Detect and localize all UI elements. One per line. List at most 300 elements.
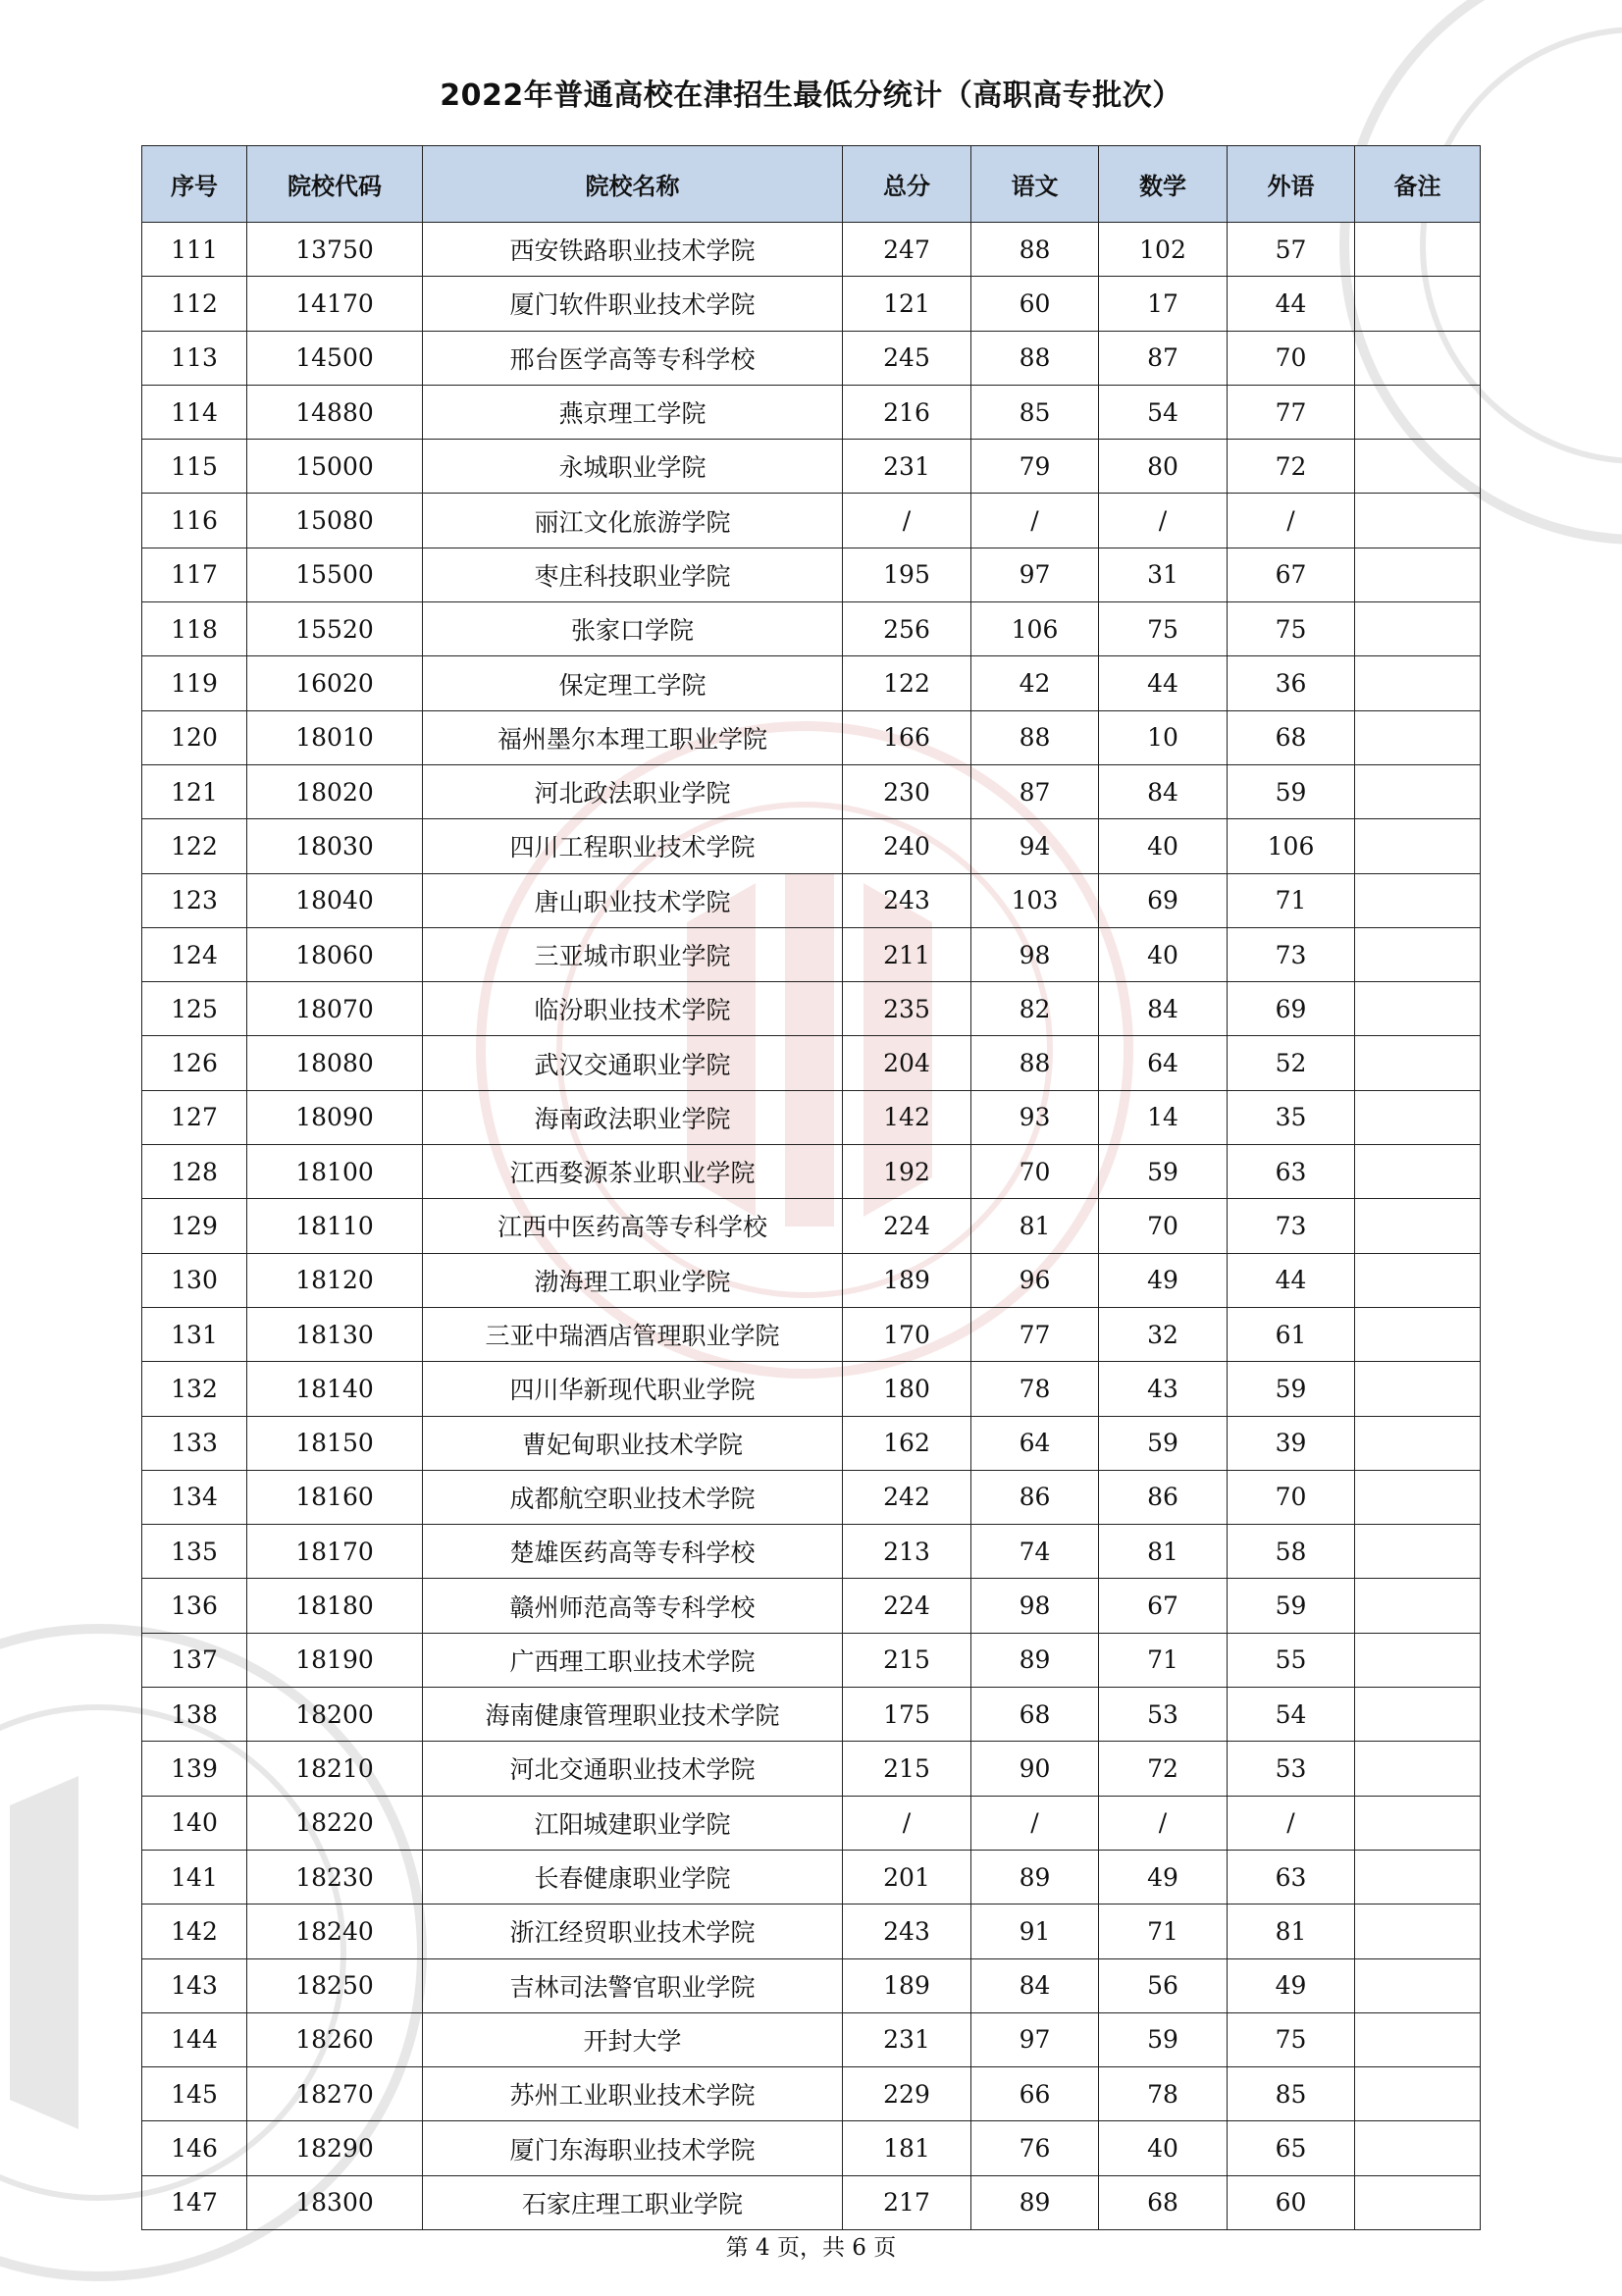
cell-total-score: 242 [843, 1470, 971, 1524]
cell-math-score: 54 [1099, 385, 1228, 439]
cell-foreign-language-score: 61 [1228, 1307, 1355, 1361]
cell-remarks [1355, 656, 1481, 710]
cell-total-score: 175 [843, 1688, 971, 1742]
cell-math-score: 81 [1099, 1525, 1228, 1579]
cell-total-score: 245 [843, 331, 971, 385]
cell-seq-number: 123 [142, 873, 247, 927]
cell-remarks [1355, 385, 1481, 439]
cell-school-code: 13750 [247, 223, 423, 277]
cell-remarks [1355, 223, 1481, 277]
cell-school-name: 河北交通职业技术学院 [423, 1742, 843, 1796]
cell-math-score: 72 [1099, 1742, 1228, 1796]
cell-foreign-language-score: 106 [1228, 819, 1355, 873]
cell-total-score: 142 [843, 1090, 971, 1144]
cell-school-code: 15520 [247, 602, 423, 656]
cell-school-name: 河北政法职业学院 [423, 764, 843, 818]
cell-foreign-language-score: 63 [1228, 1145, 1355, 1199]
cell-chinese-score: 97 [971, 548, 1099, 601]
cell-remarks [1355, 440, 1481, 494]
cell-school-code: 18270 [247, 2067, 423, 2121]
cell-school-name: 石家庄理工职业学院 [423, 2175, 843, 2229]
cell-seq-number: 131 [142, 1307, 247, 1361]
cell-foreign-language-score: 69 [1228, 982, 1355, 1036]
cell-seq-number: 145 [142, 2067, 247, 2121]
cell-total-score: 243 [843, 873, 971, 927]
cell-seq-number: 144 [142, 2012, 247, 2066]
cell-remarks [1355, 982, 1481, 1036]
cell-foreign-language-score: 73 [1228, 927, 1355, 981]
cell-remarks [1355, 819, 1481, 873]
table-row [142, 656, 1481, 710]
cell-seq-number: 118 [142, 602, 247, 656]
cell-math-score: 102 [1099, 223, 1228, 277]
cell-remarks [1355, 1633, 1481, 1687]
cell-math-score: 40 [1099, 927, 1228, 981]
cell-foreign-language-score: 59 [1228, 1362, 1355, 1416]
cell-chinese-score: 86 [971, 1470, 1099, 1524]
cell-math-score: 31 [1099, 548, 1228, 601]
cell-math-score: 84 [1099, 764, 1228, 818]
cell-chinese-score: 103 [971, 873, 1099, 927]
cell-math-score: 64 [1099, 1036, 1228, 1090]
table-row [142, 1796, 1481, 1850]
cell-math-score: 87 [1099, 331, 1228, 385]
cell-math-score: 68 [1099, 2175, 1228, 2229]
cell-school-name: 保定理工学院 [423, 656, 843, 710]
table-row [142, 1850, 1481, 1904]
cell-math-score: 44 [1099, 656, 1228, 710]
cell-foreign-language-score: / [1228, 1796, 1355, 1850]
cell-remarks [1355, 1688, 1481, 1742]
cell-foreign-language-score: 59 [1228, 764, 1355, 818]
cell-school-code: 18040 [247, 873, 423, 927]
cell-remarks [1355, 1416, 1481, 1470]
cell-remarks [1355, 1850, 1481, 1904]
cell-school-code: 18070 [247, 982, 423, 1036]
cell-seq-number: 138 [142, 1688, 247, 1742]
cell-total-score: 229 [843, 2067, 971, 2121]
cell-seq-number: 127 [142, 1090, 247, 1144]
cell-chinese-score: 98 [971, 1579, 1099, 1633]
cell-seq-number: 140 [142, 1796, 247, 1850]
cell-foreign-language-score: 59 [1228, 1579, 1355, 1633]
cell-math-score: 80 [1099, 440, 1228, 494]
cell-school-name: 厦门软件职业技术学院 [423, 277, 843, 331]
cell-chinese-score: 81 [971, 1199, 1099, 1253]
cell-remarks [1355, 602, 1481, 656]
table-row [142, 1958, 1481, 2012]
cell-school-name: 临汾职业技术学院 [423, 982, 843, 1036]
cell-math-score: 56 [1099, 1958, 1228, 2012]
cell-foreign-language-score: 73 [1228, 1199, 1355, 1253]
table-row [142, 2067, 1481, 2121]
cell-school-name: 浙江经贸职业技术学院 [423, 1905, 843, 1958]
cell-remarks [1355, 494, 1481, 548]
cell-school-code: 18190 [247, 1633, 423, 1687]
table-row [142, 1470, 1481, 1524]
table-row [142, 277, 1481, 331]
cell-school-code: 18210 [247, 1742, 423, 1796]
cell-total-score: / [843, 494, 971, 548]
cell-school-code: 18290 [247, 2121, 423, 2175]
cell-school-name: 永城职业学院 [423, 440, 843, 494]
cell-school-name: 丽江文化旅游学院 [423, 494, 843, 548]
cell-chinese-score: 88 [971, 710, 1099, 764]
cell-seq-number: 129 [142, 1199, 247, 1253]
cell-school-code: 16020 [247, 656, 423, 710]
table-row [142, 1253, 1481, 1307]
cell-foreign-language-score: 75 [1228, 602, 1355, 656]
cell-chinese-score: 79 [971, 440, 1099, 494]
cell-total-score: 230 [843, 764, 971, 818]
table-row [142, 223, 1481, 277]
cell-total-score: 122 [843, 656, 971, 710]
cell-chinese-score: 97 [971, 2012, 1099, 2066]
cell-remarks [1355, 1905, 1481, 1958]
column-header-total-score: 总分 [843, 146, 971, 223]
table-row [142, 1199, 1481, 1253]
cell-remarks [1355, 1199, 1481, 1253]
cell-seq-number: 134 [142, 1470, 247, 1524]
cell-school-name: 张家口学院 [423, 602, 843, 656]
cell-school-code: 18180 [247, 1579, 423, 1633]
cell-school-name: 成都航空职业技术学院 [423, 1470, 843, 1524]
column-header-foreign-language-score: 外语 [1228, 146, 1355, 223]
cell-school-name: 四川华新现代职业学院 [423, 1362, 843, 1416]
table-row [142, 1905, 1481, 1958]
cell-foreign-language-score: 44 [1228, 1253, 1355, 1307]
cell-chinese-score: 85 [971, 385, 1099, 439]
cell-school-name: 三亚城市职业学院 [423, 927, 843, 981]
cell-school-name: 渤海理工职业学院 [423, 1253, 843, 1307]
cell-seq-number: 139 [142, 1742, 247, 1796]
cell-chinese-score: 90 [971, 1742, 1099, 1796]
cell-school-code: 15080 [247, 494, 423, 548]
cell-total-score: 247 [843, 223, 971, 277]
table-row [142, 819, 1481, 873]
cell-seq-number: 143 [142, 1958, 247, 2012]
cell-school-code: 18130 [247, 1307, 423, 1361]
cell-foreign-language-score: 52 [1228, 1036, 1355, 1090]
cell-total-score: 231 [843, 440, 971, 494]
cell-remarks [1355, 873, 1481, 927]
cell-seq-number: 114 [142, 385, 247, 439]
cell-school-name: 海南健康管理职业技术学院 [423, 1688, 843, 1742]
cell-school-code: 18020 [247, 764, 423, 818]
table-row [142, 1145, 1481, 1199]
cell-total-score: 211 [843, 927, 971, 981]
cell-remarks [1355, 1470, 1481, 1524]
column-header-school-code: 院校代码 [247, 146, 423, 223]
cell-remarks [1355, 1307, 1481, 1361]
cell-foreign-language-score: 54 [1228, 1688, 1355, 1742]
cell-remarks [1355, 331, 1481, 385]
column-header-remarks: 备注 [1355, 146, 1481, 223]
cell-foreign-language-score: / [1228, 494, 1355, 548]
cell-school-name: 江阳城建职业学院 [423, 1796, 843, 1850]
cell-total-score: / [843, 1796, 971, 1850]
cell-total-score: 243 [843, 1905, 971, 1958]
table-row [142, 873, 1481, 927]
cell-seq-number: 119 [142, 656, 247, 710]
cell-chinese-score: 84 [971, 1958, 1099, 2012]
cell-math-score: / [1099, 1796, 1228, 1850]
cell-school-name: 邢台医学高等专科学校 [423, 331, 843, 385]
column-header-math-score: 数学 [1099, 146, 1228, 223]
cell-remarks [1355, 277, 1481, 331]
cell-math-score: 69 [1099, 873, 1228, 927]
cell-school-code: 18030 [247, 819, 423, 873]
cell-chinese-score: 106 [971, 602, 1099, 656]
cell-total-score: 215 [843, 1633, 971, 1687]
table-header [142, 146, 1481, 223]
cell-school-code: 18250 [247, 1958, 423, 2012]
cell-math-score: 17 [1099, 277, 1228, 331]
cell-school-code: 18010 [247, 710, 423, 764]
cell-math-score: 49 [1099, 1253, 1228, 1307]
cell-chinese-score: 88 [971, 331, 1099, 385]
cell-total-score: 181 [843, 2121, 971, 2175]
cell-total-score: 195 [843, 548, 971, 601]
cell-school-code: 18160 [247, 1470, 423, 1524]
cell-foreign-language-score: 72 [1228, 440, 1355, 494]
cell-math-score: 75 [1099, 602, 1228, 656]
cell-school-name: 江西婺源茶业职业学院 [423, 1145, 843, 1199]
cell-math-score: 59 [1099, 1145, 1228, 1199]
table-row [142, 440, 1481, 494]
table-row [142, 494, 1481, 548]
cell-seq-number: 121 [142, 764, 247, 818]
cell-chinese-score: 96 [971, 1253, 1099, 1307]
cell-remarks [1355, 927, 1481, 981]
cell-seq-number: 132 [142, 1362, 247, 1416]
cell-seq-number: 141 [142, 1850, 247, 1904]
cell-foreign-language-score: 57 [1228, 223, 1355, 277]
cell-school-code: 18080 [247, 1036, 423, 1090]
table-row [142, 764, 1481, 818]
cell-foreign-language-score: 77 [1228, 385, 1355, 439]
cell-remarks [1355, 1362, 1481, 1416]
cell-total-score: 162 [843, 1416, 971, 1470]
cell-seq-number: 117 [142, 548, 247, 601]
cell-chinese-score: 89 [971, 1850, 1099, 1904]
column-header-seq-number: 序号 [142, 146, 247, 223]
table-row [142, 2121, 1481, 2175]
table-row [142, 927, 1481, 981]
cell-total-score: 170 [843, 1307, 971, 1361]
table-row [142, 1416, 1481, 1470]
cell-seq-number: 142 [142, 1905, 247, 1958]
cell-math-score: 49 [1099, 1850, 1228, 1904]
cell-math-score: 78 [1099, 2067, 1228, 2121]
table-row [142, 1362, 1481, 1416]
cell-math-score: 71 [1099, 1633, 1228, 1687]
cell-math-score: 59 [1099, 1416, 1228, 1470]
cell-foreign-language-score: 39 [1228, 1416, 1355, 1470]
header-row [142, 146, 1481, 223]
cell-school-name: 曹妃甸职业技术学院 [423, 1416, 843, 1470]
cell-remarks [1355, 1796, 1481, 1850]
cell-seq-number: 146 [142, 2121, 247, 2175]
table-row [142, 385, 1481, 439]
cell-school-code: 18090 [247, 1090, 423, 1144]
table-row [142, 548, 1481, 601]
cell-foreign-language-score: 60 [1228, 2175, 1355, 2229]
cell-remarks [1355, 1090, 1481, 1144]
table-row [142, 1579, 1481, 1633]
cell-remarks [1355, 1579, 1481, 1633]
cell-total-score: 213 [843, 1525, 971, 1579]
cell-seq-number: 125 [142, 982, 247, 1036]
cell-total-score: 216 [843, 385, 971, 439]
cell-school-code: 18110 [247, 1199, 423, 1253]
cell-remarks [1355, 710, 1481, 764]
cell-school-code: 18120 [247, 1253, 423, 1307]
cell-school-name: 海南政法职业学院 [423, 1090, 843, 1144]
cell-remarks [1355, 1958, 1481, 2012]
cell-school-name: 西安铁路职业技术学院 [423, 223, 843, 277]
cell-math-score: 40 [1099, 2121, 1228, 2175]
page-footer: 第 4 页，共 6 页 [725, 2235, 897, 2261]
cell-math-score: 32 [1099, 1307, 1228, 1361]
cell-seq-number: 124 [142, 927, 247, 981]
cell-total-score: 231 [843, 2012, 971, 2066]
table-row [142, 2175, 1481, 2229]
cell-math-score: 84 [1099, 982, 1228, 1036]
cell-chinese-score: 60 [971, 277, 1099, 331]
cell-total-score: 192 [843, 1145, 971, 1199]
cell-seq-number: 120 [142, 710, 247, 764]
cell-school-name: 四川工程职业技术学院 [423, 819, 843, 873]
cell-chinese-score: 87 [971, 764, 1099, 818]
cell-school-code: 18300 [247, 2175, 423, 2229]
cell-seq-number: 122 [142, 819, 247, 873]
cell-chinese-score: 88 [971, 223, 1099, 277]
cell-foreign-language-score: 49 [1228, 1958, 1355, 2012]
cell-math-score: / [1099, 494, 1228, 548]
cell-foreign-language-score: 65 [1228, 2121, 1355, 2175]
cell-total-score: 201 [843, 1850, 971, 1904]
column-header-chinese-score: 语文 [971, 146, 1099, 223]
cell-school-name: 燕京理工学院 [423, 385, 843, 439]
column-header-school-name: 院校名称 [423, 146, 843, 223]
table-row [142, 1742, 1481, 1796]
cell-foreign-language-score: 85 [1228, 2067, 1355, 2121]
cell-foreign-language-score: 81 [1228, 1905, 1355, 1958]
cell-total-score: 224 [843, 1579, 971, 1633]
cell-chinese-score: 89 [971, 1633, 1099, 1687]
cell-seq-number: 147 [142, 2175, 247, 2229]
cell-foreign-language-score: 55 [1228, 1633, 1355, 1687]
cell-seq-number: 128 [142, 1145, 247, 1199]
cell-foreign-language-score: 75 [1228, 2012, 1355, 2066]
cell-seq-number: 126 [142, 1036, 247, 1090]
cell-remarks [1355, 2175, 1481, 2229]
cell-remarks [1355, 2067, 1481, 2121]
cell-seq-number: 137 [142, 1633, 247, 1687]
cell-foreign-language-score: 35 [1228, 1090, 1355, 1144]
cell-math-score: 70 [1099, 1199, 1228, 1253]
cell-chinese-score: 91 [971, 1905, 1099, 1958]
cell-foreign-language-score: 36 [1228, 656, 1355, 710]
table-row [142, 710, 1481, 764]
cell-seq-number: 115 [142, 440, 247, 494]
cell-foreign-language-score: 71 [1228, 873, 1355, 927]
cell-chinese-score: 42 [971, 656, 1099, 710]
cell-school-code: 18150 [247, 1416, 423, 1470]
cell-chinese-score: 68 [971, 1688, 1099, 1742]
cell-total-score: 217 [843, 2175, 971, 2229]
cell-total-score: 121 [843, 277, 971, 331]
cell-chinese-score: / [971, 1796, 1099, 1850]
cell-foreign-language-score: 70 [1228, 331, 1355, 385]
table-body [142, 223, 1481, 2230]
cell-math-score: 43 [1099, 1362, 1228, 1416]
score-table [141, 145, 1481, 2230]
cell-school-name: 枣庄科技职业学院 [423, 548, 843, 601]
cell-school-code: 14500 [247, 331, 423, 385]
cell-school-code: 18140 [247, 1362, 423, 1416]
cell-seq-number: 111 [142, 223, 247, 277]
page-title: 2022年普通高校在津招生最低分统计（高职高专批次） [440, 78, 1182, 113]
cell-total-score: 215 [843, 1742, 971, 1796]
cell-math-score: 86 [1099, 1470, 1228, 1524]
table-row [142, 1688, 1481, 1742]
cell-total-score: 204 [843, 1036, 971, 1090]
table-row [142, 982, 1481, 1036]
cell-chinese-score: 70 [971, 1145, 1099, 1199]
cell-math-score: 67 [1099, 1579, 1228, 1633]
cell-math-score: 53 [1099, 1688, 1228, 1742]
cell-school-name: 吉林司法警官职业学院 [423, 1958, 843, 2012]
cell-total-score: 235 [843, 982, 971, 1036]
cell-chinese-score: 77 [971, 1307, 1099, 1361]
cell-foreign-language-score: 70 [1228, 1470, 1355, 1524]
table-row [142, 1525, 1481, 1579]
cell-math-score: 10 [1099, 710, 1228, 764]
cell-chinese-score: 66 [971, 2067, 1099, 2121]
cell-school-code: 18260 [247, 2012, 423, 2066]
cell-chinese-score: 74 [971, 1525, 1099, 1579]
cell-school-name: 开封大学 [423, 2012, 843, 2066]
cell-school-name: 楚雄医药高等专科学校 [423, 1525, 843, 1579]
table-row [142, 1633, 1481, 1687]
cell-foreign-language-score: 63 [1228, 1850, 1355, 1904]
cell-school-name: 江西中医药高等专科学校 [423, 1199, 843, 1253]
cell-school-code: 15500 [247, 548, 423, 601]
cell-remarks [1355, 764, 1481, 818]
cell-chinese-score: 64 [971, 1416, 1099, 1470]
cell-chinese-score: 94 [971, 819, 1099, 873]
cell-seq-number: 130 [142, 1253, 247, 1307]
cell-chinese-score: 93 [971, 1090, 1099, 1144]
cell-chinese-score: 78 [971, 1362, 1099, 1416]
cell-school-code: 18240 [247, 1905, 423, 1958]
cell-chinese-score: 82 [971, 982, 1099, 1036]
cell-total-score: 240 [843, 819, 971, 873]
cell-foreign-language-score: 58 [1228, 1525, 1355, 1579]
cell-chinese-score: 76 [971, 2121, 1099, 2175]
table-row [142, 1090, 1481, 1144]
cell-school-code: 18220 [247, 1796, 423, 1850]
cell-school-name: 福州墨尔本理工职业学院 [423, 710, 843, 764]
cell-math-score: 59 [1099, 2012, 1228, 2066]
cell-school-code: 18170 [247, 1525, 423, 1579]
cell-total-score: 224 [843, 1199, 971, 1253]
cell-total-score: 189 [843, 1958, 971, 2012]
cell-math-score: 14 [1099, 1090, 1228, 1144]
cell-remarks [1355, 2012, 1481, 2066]
